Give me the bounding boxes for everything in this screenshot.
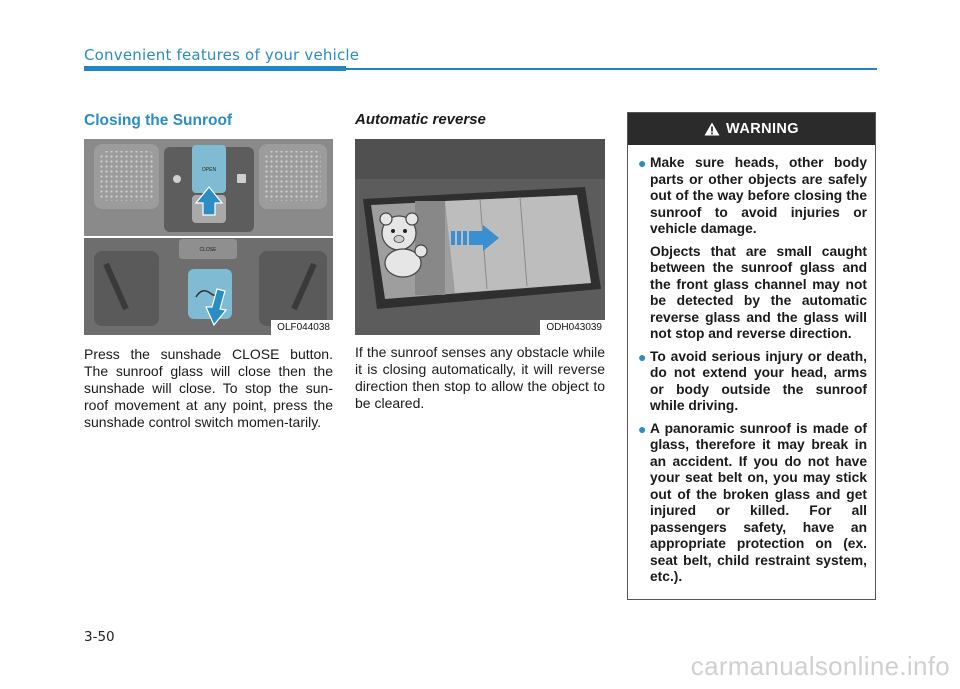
watermark: carmanualsonline.info	[690, 651, 950, 681]
page-number: 3-50	[84, 629, 115, 645]
body-text-automatic-reverse: If the sunroof senses any obstacle while it is closing automatically, it will reverse direction then stop to allow the object to be cleared.	[355, 344, 605, 411]
figure-code-left: OLF044038	[271, 320, 333, 335]
warning-bullet-2	[638, 349, 867, 415]
switch-label-open: OPEN	[201, 167, 217, 173]
figure-sunshade-controls	[84, 139, 333, 335]
header-rule-thick	[84, 66, 346, 71]
warning-list	[628, 145, 875, 586]
sunshade-switch-illustration	[84, 139, 333, 335]
warning-paragraph: A panoramic sunroof is made of glass, therefore it may break in an accident. If you do not have your seat belt on, you may stick out of the broken glass and get injured or killed. For all passengers safety, have an appropriate protection on (ex. seat belt, child restraint system, etc.).	[650, 420, 867, 584]
bullet-dot: ●	[638, 348, 647, 365]
warning-triangle-icon	[704, 122, 720, 136]
warning-paragraph: To avoid serious injury or death, do not extend your head, arms or body outside the sunroof while driving.	[650, 348, 867, 413]
bullet-dot: ●	[638, 155, 647, 171]
warning-header	[628, 113, 875, 145]
section-title-closing-sunroof: Closing the Sunroof	[84, 112, 233, 129]
section-title-automatic-reverse: Automatic reverse	[355, 111, 486, 128]
warning-box	[627, 112, 876, 600]
section-header-title: Convenient features of your vehicle	[84, 46, 360, 64]
warning-paragraph: Make sure heads, other body parts or other objects are safely out of the way before closing the sunroof to avoid injuries or vehicle damage.	[650, 155, 867, 236]
figure-code-middle: ODH043039	[540, 320, 605, 335]
warning-heading: WARNING	[726, 121, 799, 137]
switch-label-close-lower: CLOSE	[199, 247, 217, 253]
body-text-closing-sunroof: Press the sunshade CLOSE button. The sunroof glass will close then the sunshade will close. To stop the sun-roof movement at any point, press the sunshade control switch momen-tarily.	[84, 346, 333, 430]
warning-paragraph: Objects that are small caught between the sunroof glass and the front glass channel may not be detected by the automatic reverse glass and the glass will not stop and reverse direction.	[650, 243, 867, 341]
header-rule-thin	[346, 68, 877, 70]
bullet-dot: ●	[638, 420, 647, 437]
figure-automatic-reverse	[355, 139, 605, 335]
sunroof-obstacle-illustration	[355, 139, 605, 335]
warning-bullet-3	[638, 421, 867, 586]
warning-bullet-1	[638, 155, 867, 343]
